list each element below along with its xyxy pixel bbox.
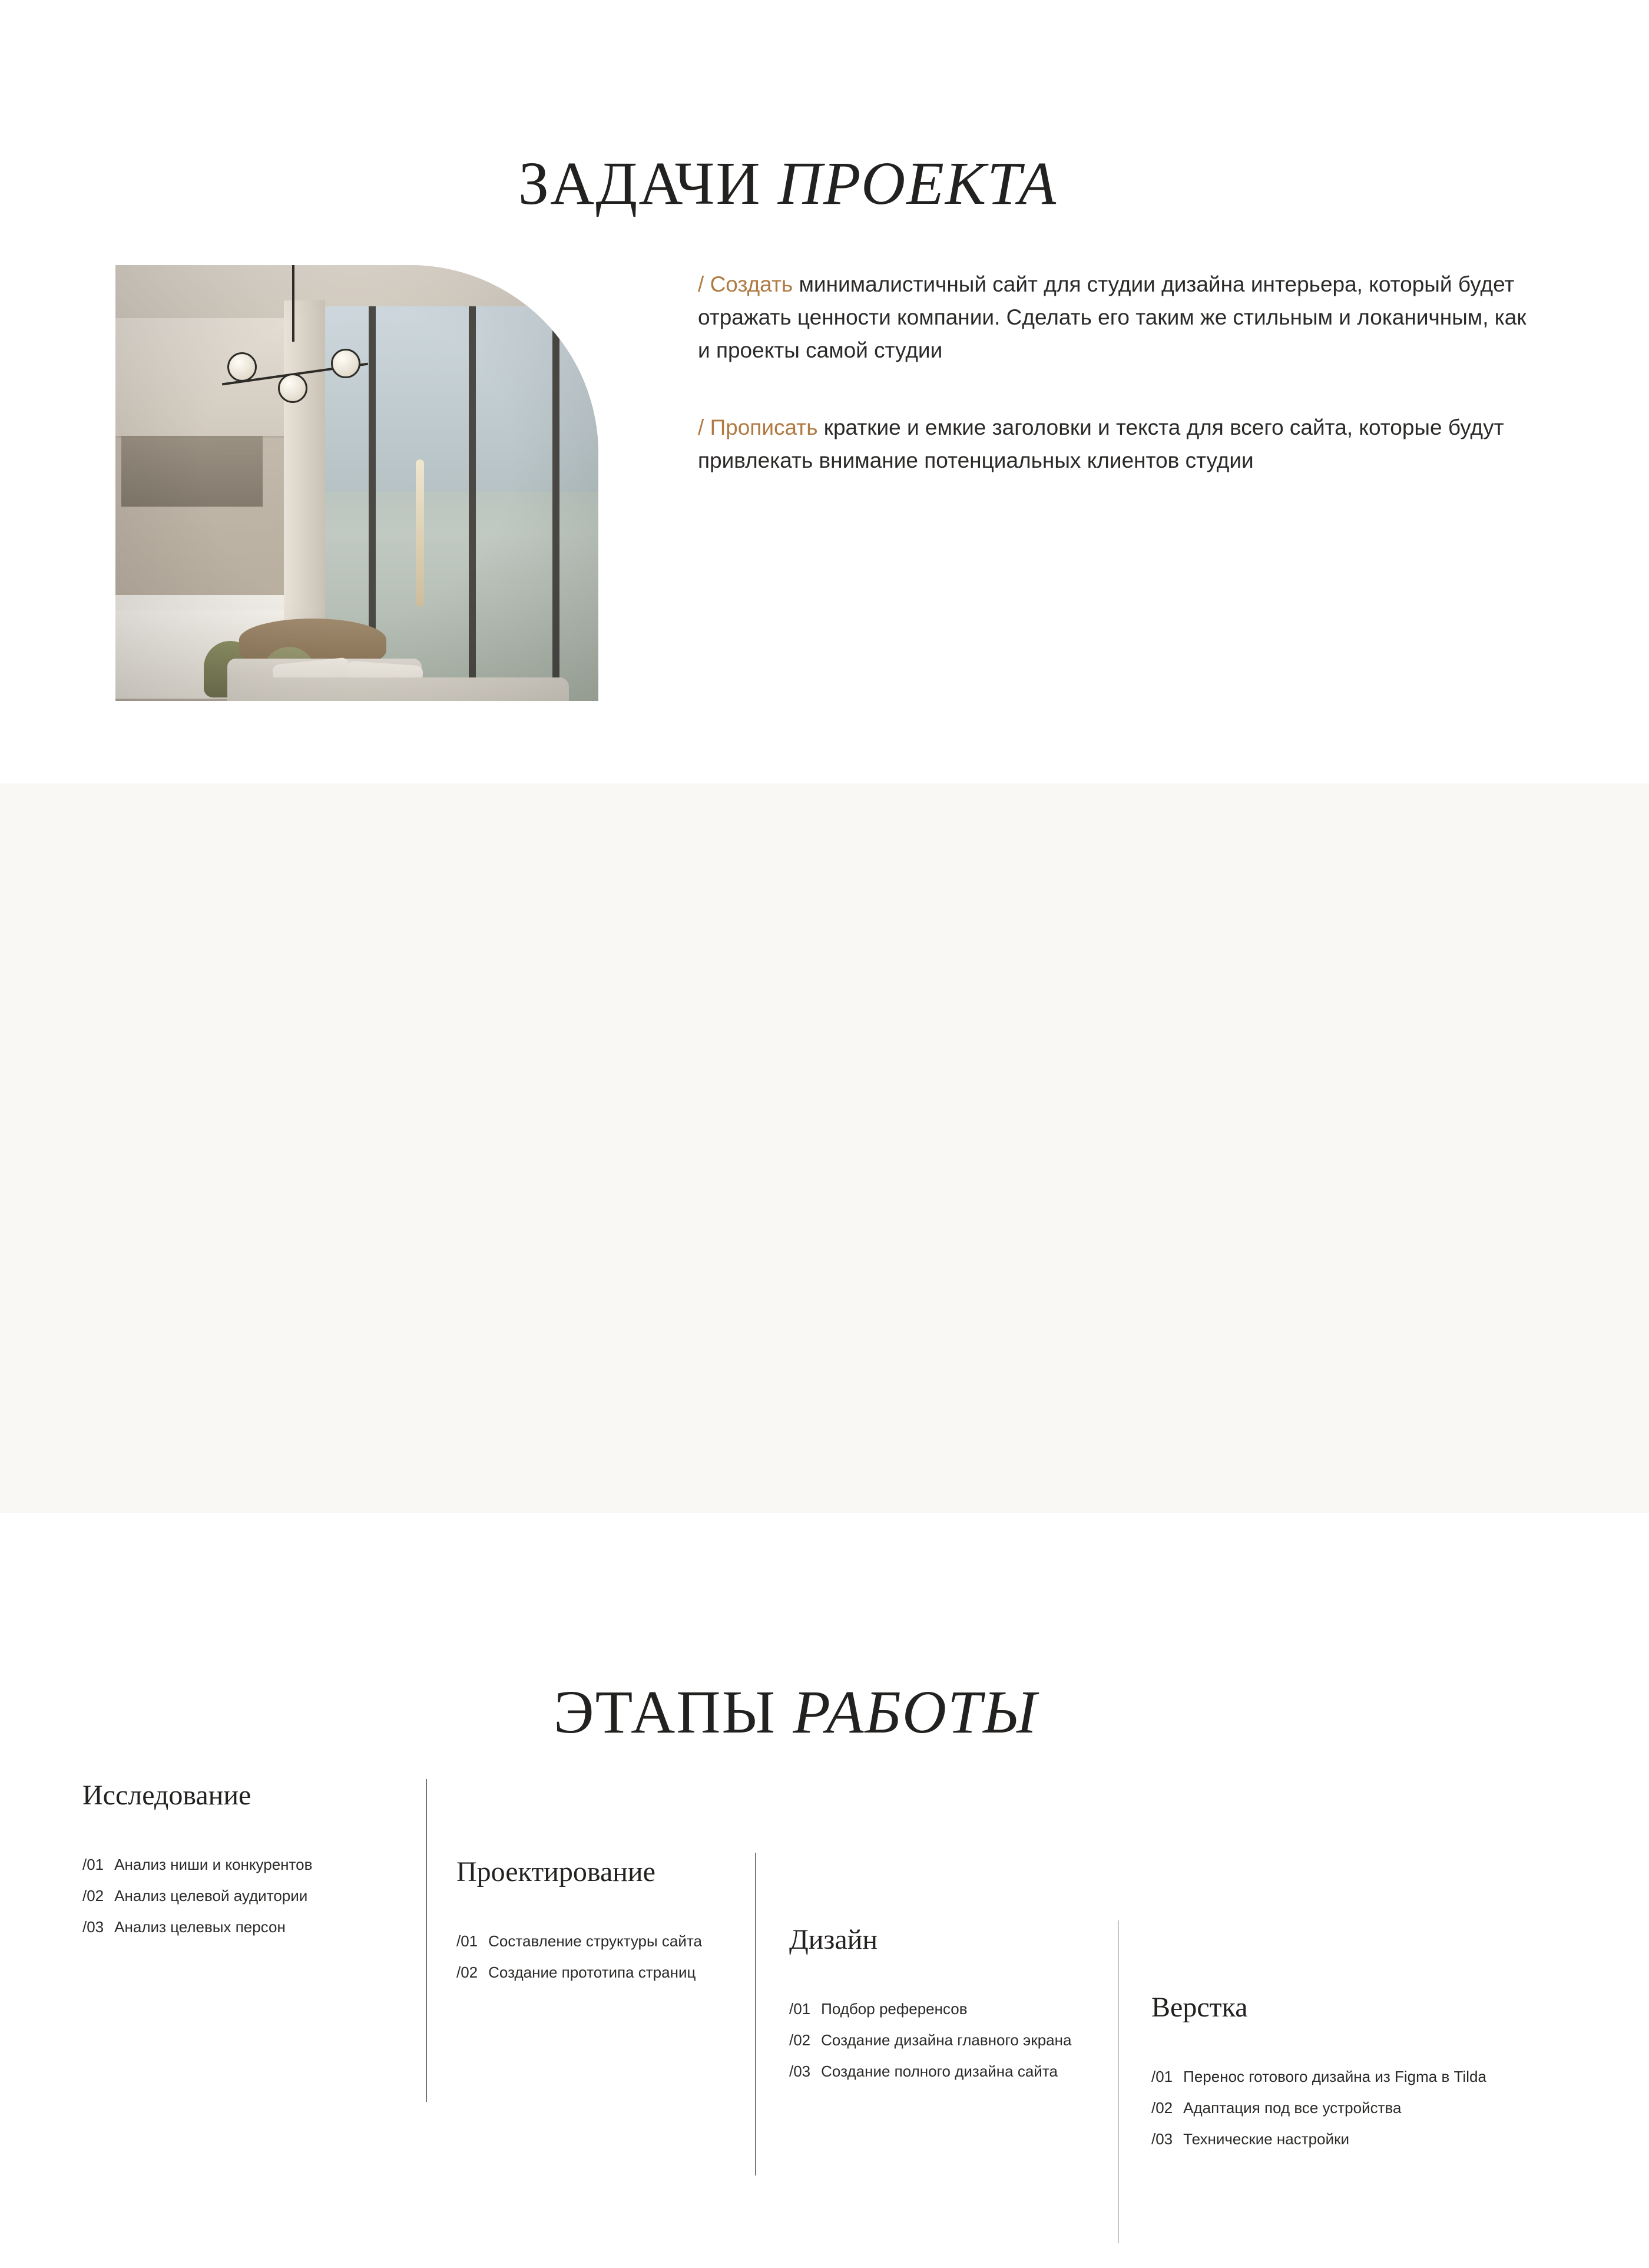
stages-title-regular: ЭТАПЫ	[554, 1678, 793, 1746]
stage-title: Дизайн	[789, 1924, 878, 1955]
stage-list-item	[456, 1962, 763, 1983]
stage-list-item	[789, 2029, 1107, 2051]
tasks-title-italic: ПРОЕКТА	[777, 149, 1058, 217]
stage-item-label: Адаптация под все устройства	[1183, 2098, 1402, 2117]
stage-title: Верстка	[1151, 1992, 1248, 2023]
task-paragraph	[698, 411, 1534, 477]
stage-item-label: Анализ целевой аудитории	[114, 1886, 308, 1905]
stage-divider	[426, 1779, 427, 2102]
stage-item-label: Создание дизайна главного экрана	[821, 2031, 1072, 2049]
stages-title-italic: РАБОТЫ	[793, 1678, 1038, 1746]
interior-photo	[115, 265, 598, 701]
stage-column-development	[1151, 1991, 1575, 2160]
stage-list-item	[789, 1998, 1107, 2020]
stage-item-label: Анализ ниши и конкурентов	[114, 1856, 313, 1873]
stage-list-item	[1151, 2128, 1575, 2150]
tasks-section	[0, 0, 1649, 783]
stage-list-item	[456, 1930, 763, 1952]
tasks-text-block	[698, 268, 1534, 477]
task-body-text: минималистичный сайт для студии дизайна интерьера, который будет отражать ценности компании. Сделать его таким же стильным и локаничным, как и проекты самой студии	[698, 272, 1527, 363]
stage-column-design	[789, 1923, 1107, 2092]
stage-list-item	[82, 1885, 412, 1907]
stage-list-item	[1151, 2066, 1575, 2088]
stage-item-number: /02	[789, 2031, 811, 2049]
task-body-text: краткие и емкие заголовки и текста для всего сайта, которые будут привлекать внимание потенциальных клиентов студии	[698, 415, 1504, 472]
stage-item-number: /02	[82, 1886, 104, 1905]
stage-item-number: /01	[82, 1856, 104, 1873]
stage-title: Исследование	[82, 1780, 251, 1811]
stage-column-prototyping	[456, 1856, 763, 1993]
stage-item-number: /01	[456, 1932, 478, 1950]
stage-list-item	[82, 1854, 412, 1876]
stage-item-label: Перенос готового дизайна из Figma в Tilda	[1183, 2068, 1486, 2085]
stage-title: Проектирование	[456, 1856, 655, 1887]
task-slash: /	[698, 415, 704, 439]
stage-item-number: /01	[1151, 2068, 1173, 2085]
stage-item-label: Технические настройки	[1183, 2130, 1350, 2148]
stage-column-research	[82, 1779, 412, 1948]
photo-vignette	[115, 265, 598, 701]
tasks-title-regular: ЗАДАЧИ	[518, 149, 778, 217]
stage-item-label: Составление структуры сайта	[488, 1932, 702, 1950]
task-accent-word: Прописать	[710, 415, 818, 439]
task-paragraph	[698, 268, 1534, 368]
page-title-tasks	[518, 149, 1058, 217]
stage-item-label: Подбор референсов	[821, 2000, 968, 2018]
stage-item-number: /03	[82, 1917, 104, 1936]
stages-columns	[0, 1779, 1649, 2268]
stage-item-number: /01	[789, 2000, 811, 2018]
task-slash: /	[698, 272, 704, 296]
stage-list-item	[82, 1916, 412, 1938]
page-title-stages	[554, 1678, 1038, 1746]
stage-item-label: Создание полного дизайна сайта	[821, 2062, 1058, 2080]
stage-list-item	[789, 2061, 1107, 2082]
stage-item-number: /03	[1151, 2130, 1173, 2148]
stage-item-label: Анализ целевых персон	[114, 1917, 286, 1936]
task-accent-word: Создать	[710, 272, 793, 296]
stage-item-number: /02	[1151, 2098, 1173, 2117]
stages-section	[0, 783, 1649, 2148]
stage-item-number: /02	[456, 1963, 478, 1981]
stage-list-item	[1151, 2097, 1575, 2119]
stage-item-label: Создание прототипа страниц	[488, 1963, 696, 1981]
stage-item-number: /03	[789, 2062, 811, 2080]
